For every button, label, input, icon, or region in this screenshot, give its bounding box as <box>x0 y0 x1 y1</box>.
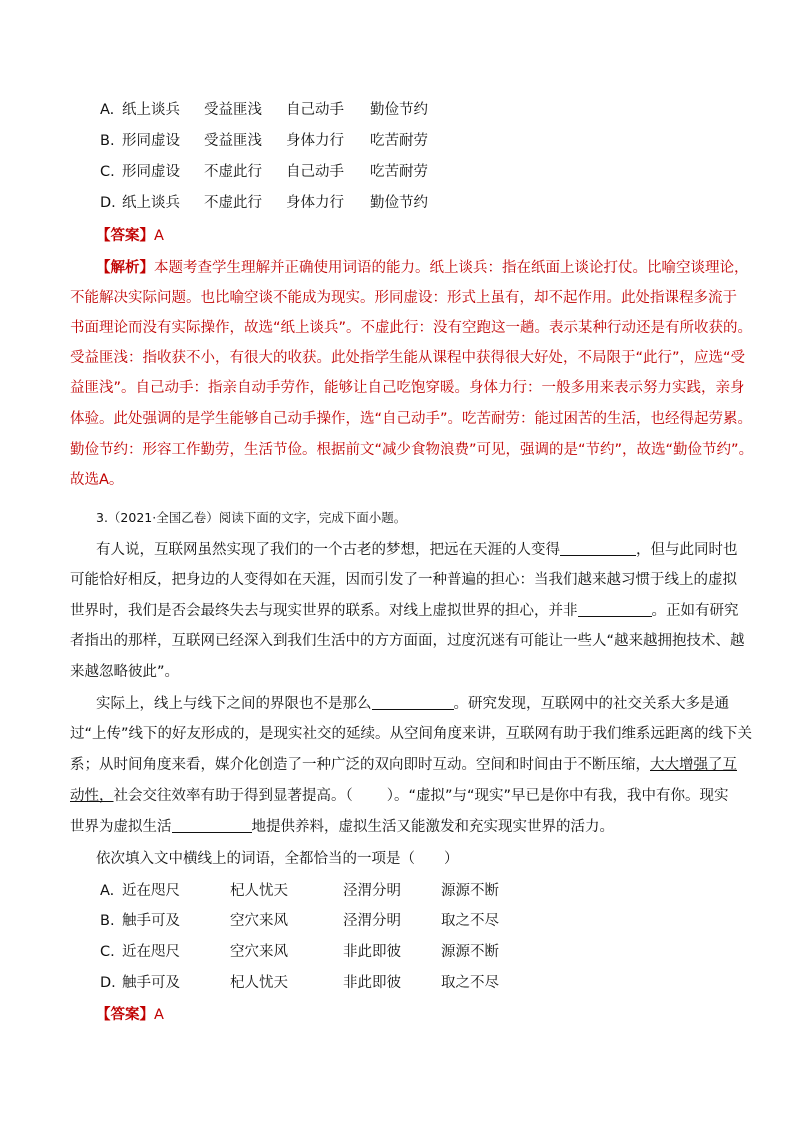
option-label: C. <box>100 164 115 180</box>
passage-text: 。研究发现，互联网中的社交关系大多是通 <box>453 696 729 712</box>
blank-3 <box>372 695 454 710</box>
option-word: 形同虚设 <box>122 133 180 149</box>
option-word: 纸上谈兵 <box>122 102 180 118</box>
option-word: 身体力行 <box>286 133 344 149</box>
option-word: 杞人忧天 <box>230 975 288 991</box>
passage-text: 世界为虚拟生活 <box>70 819 172 835</box>
option-word: 非此即彼 <box>343 975 401 991</box>
option-word: 不虚此行 <box>204 195 262 211</box>
answer-value: A <box>154 228 164 244</box>
answer-tag: 【答案】 <box>96 1007 154 1023</box>
option-word: 受益匪浅 <box>204 102 262 118</box>
passage-text: 地提供养料，虚拟生活又能激发和充实现实世界的活力。 <box>251 819 614 835</box>
passage-p2-line-4 <box>70 786 729 806</box>
option-word: 自己动手 <box>286 164 344 180</box>
option-word: 近在咫尺 <box>122 883 180 899</box>
option-word: 勤俭节约 <box>370 195 428 211</box>
option-label: D. <box>100 975 116 991</box>
underlined-text: 大大增强了互 <box>650 757 737 773</box>
analysis-line-1 <box>96 258 749 278</box>
option-word: 空穴来风 <box>230 944 288 960</box>
option-word: 自己动手 <box>286 102 344 118</box>
answer-tag: 【答案】 <box>96 228 154 244</box>
analysis-text: 本题考查学生理解并正确使用词语的能力。纸上谈兵：指在纸面上谈论打仗。比喻空谈理论， <box>154 260 749 276</box>
option-word: 源源不断 <box>441 944 499 960</box>
analysis-line-3: 书面理论而没有实际操作，故选“纸上谈兵”。不虚此行：没有空跑这一趟。表示某种行动还是有所收获的。 <box>70 320 753 336</box>
q3-question: 依次填入文中横线上的词语，全都恰当的一项是（ ） <box>96 851 459 867</box>
passage-p1-line-5: 来越忽略彼此”。 <box>70 664 180 680</box>
option-word: 杞人忧天 <box>230 883 288 899</box>
underlined-text: 动性， <box>70 788 114 804</box>
option-word: 勤俭节约 <box>370 102 428 118</box>
passage-text: 世界时，我们是否会最终失去与现实世界的联系。对线上虚拟世界的担心，并非 <box>70 603 578 619</box>
passage-p1-line-4: 者指出的那样，互联网已经深入到我们生活中的方方面面，过度沉迷有可能让一些人“越来越拥抱技术、越 <box>70 633 745 649</box>
q2-answer <box>96 226 164 246</box>
blank-2 <box>578 602 652 617</box>
option-label: B. <box>100 133 115 149</box>
option-word: 不虚此行 <box>204 164 262 180</box>
passage-p2-line-3 <box>70 755 737 775</box>
option-word: 泾渭分明 <box>343 883 401 899</box>
passage-text: 有人说，互联网虽然实现了我们的一个古老的梦想，把远在天涯的人变得 <box>96 542 560 558</box>
passage-p2-line-5 <box>70 817 614 837</box>
passage-text: ）。“虚拟”与“现实”早已是你中有我，我中有你。现实 <box>386 788 729 804</box>
blank-4 <box>172 818 252 833</box>
passage-text: 社会交往效率有助于得到显著提高。（ <box>113 788 353 804</box>
analysis-line-2: 不能解决实际问题。也比喻空谈不能成为现实。形同虚设：形式上虽有，却不起作用。此处指课程多流于 <box>70 290 737 306</box>
analysis-tag: 【解析】 <box>96 260 154 276</box>
option-label: A. <box>100 883 115 899</box>
option-word: 受益匪浅 <box>204 133 262 149</box>
q3-answer <box>96 1005 164 1025</box>
answer-value: A <box>154 1007 164 1023</box>
analysis-line-8: 故选A。 <box>70 472 124 488</box>
option-word: 取之不尽 <box>441 913 499 929</box>
analysis-line-4: 受益匪浅：指收获不小，有很大的收获。此处指学生能从课程中获得很大好处，不局限于“此行”，应选“受 <box>70 350 746 366</box>
option-word: 泾渭分明 <box>343 913 401 929</box>
passage-text: 系；从时间角度来看，媒介化创造了一种广泛的双向即时互动。空间和时间由于不断压缩， <box>70 757 650 773</box>
option-word: 形同虚设 <box>122 164 180 180</box>
analysis-line-5: 益匪浅”。自己动手：指亲自动手劳作，能够让自己吃饱穿暖。身体力行：一般多用来表示努力实践，亲身 <box>70 380 745 396</box>
option-word: 空穴来风 <box>230 913 288 929</box>
passage-p2-line-2: 过“上传”线下的好友形成的，是现实社交的延续。从空间角度来讲，互联网有助于我们维系远距离的线下关 <box>70 726 753 742</box>
passage-p2-line-1 <box>96 694 729 714</box>
option-word: 近在咫尺 <box>122 944 180 960</box>
q3-header: 3.（2021·全国乙卷）阅读下面的文字，完成下面小题。 <box>96 510 407 525</box>
analysis-line-7: 勤俭节约：形容工作勤劳，生活节俭。根据前文“减少食物浪费”可见，强调的是“节约”，故选“勤俭节约”。 <box>70 442 754 458</box>
option-word: 吃苦耐劳 <box>370 133 428 149</box>
passage-p1-line-1 <box>96 540 738 560</box>
option-word: 源源不断 <box>441 883 499 899</box>
option-word: 取之不尽 <box>441 975 499 991</box>
blank-1 <box>560 541 636 556</box>
passage-p1-line-3 <box>70 601 739 621</box>
option-word: 触手可及 <box>122 975 180 991</box>
analysis-line-6: 体验。此处强调的是学生能够自己动手操作，选“自己动手”。吃苦耐劳：能过困苦的生活，也经得起劳累。 <box>70 411 753 427</box>
passage-text: 。正如有研究 <box>651 603 739 619</box>
option-word: 纸上谈兵 <box>122 195 180 211</box>
option-label: D. <box>100 195 116 211</box>
option-label: A. <box>100 102 115 118</box>
option-word: 吃苦耐劳 <box>370 164 428 180</box>
option-word: 身体力行 <box>286 195 344 211</box>
passage-text: ，但与此同时也 <box>636 542 738 558</box>
option-label: B. <box>100 913 115 929</box>
passage-text: 实际上，线上与线下之间的界限也不是那么 <box>96 696 372 712</box>
passage-p1-line-2: 可能恰好相反，把身边的人变得如在天涯，因而引发了一种普遍的担心：当我们越来越习惯于线上的虚拟 <box>70 572 737 588</box>
option-word: 非此即彼 <box>343 944 401 960</box>
option-label: C. <box>100 944 115 960</box>
option-word: 触手可及 <box>122 913 180 929</box>
